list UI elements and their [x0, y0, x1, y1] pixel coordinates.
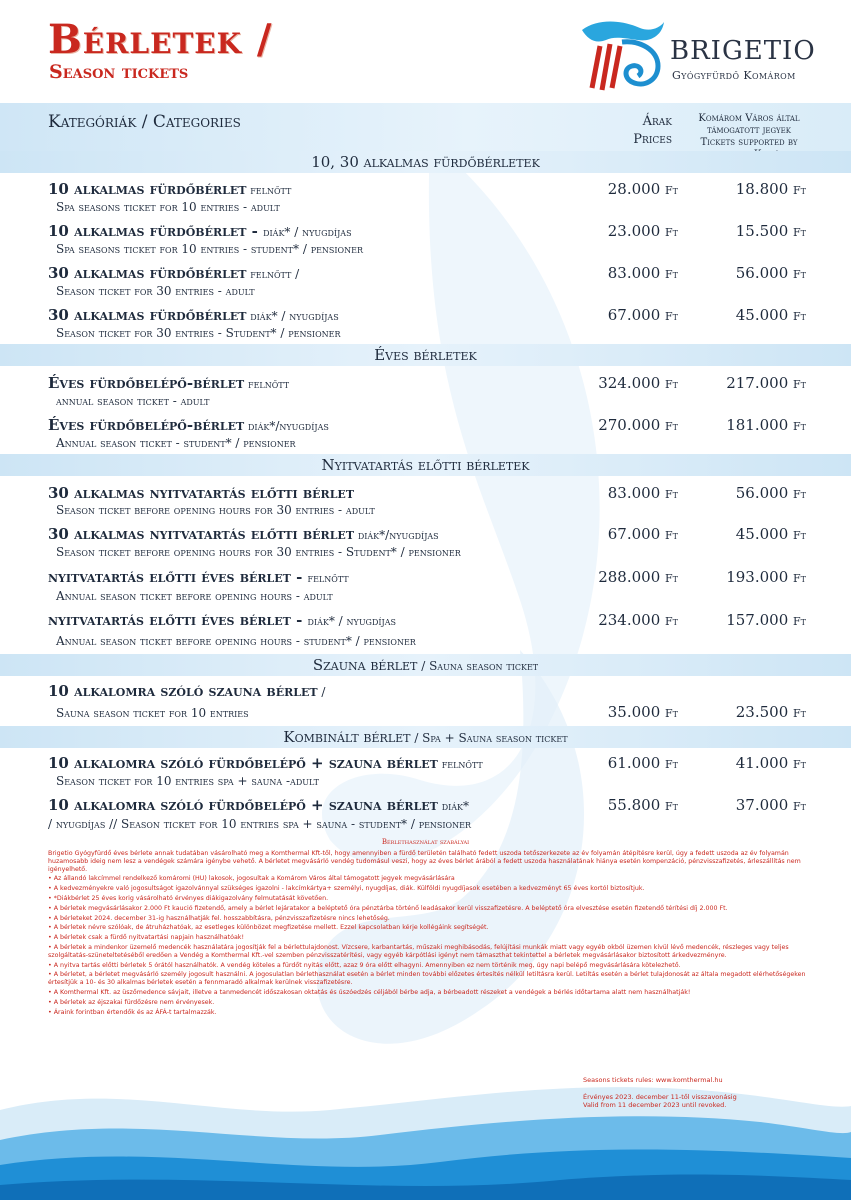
currency: Ft	[793, 378, 806, 391]
rules-url: Seasons tickets rules: www.komthermal.hu	[583, 1076, 723, 1084]
item-price	[578, 180, 678, 198]
item-price	[578, 525, 678, 543]
item-title-qualifier: diák* / nyugdíjas	[263, 225, 352, 239]
item-title-main: 10 alkalomra szóló szauna bérlet	[48, 682, 318, 700]
city-price-value: 56.000	[735, 484, 789, 502]
item-title	[48, 611, 396, 629]
validity-en: Valid from 11 december 2023 until revoked.	[583, 1101, 727, 1109]
item-title-main: 10 alkalmas fürdőbérlet	[48, 180, 247, 198]
price-value: 83.000	[607, 264, 661, 282]
price-value: 67.000	[607, 525, 661, 543]
price-value: 35.000	[607, 703, 661, 721]
item-price	[578, 222, 678, 240]
item-title-qualifier: diák*	[437, 799, 470, 813]
item-title-main: nyitvatartás előtti éves bérlet -	[48, 611, 308, 629]
rules-intro: Brigetio Gyógyfürdő éves bérlete annak tudatában vásárolható meg a Komthermal Kft-től, hogy amennyiben a fürdő területén található fedett uszoda tetőszerkezete az év folyamán átépítésre kerül, úgy a fedett uszoda az év folyamán huzamosabb ideig nem lesz a vendégek számára igénybe vehető. A bérletet megvásárló vendég tudomásul veszi, hogy az éves bérlet árából a fedett uszoda használatának hiánya esetén kompenzáció, pénzvisszafizetés, árleszállítás nem igényelhető.	[48, 850, 801, 873]
item-title-main: 10 alkalomra szóló fürdőbelépő + szauna bérlet	[48, 796, 438, 814]
item-title	[48, 754, 483, 772]
item-subtitle: Spa seasons ticket for 10 entries - adult	[56, 200, 280, 214]
rule-bullet: • A nyitva tartás előtti bérletek 5 órától használhatók. A vendég köteles a fürdőt nyitás előtt, azaz 9 óra előtt elhagyni. Amennyiben ez nem történik meg, úgy napi belépő megvásárlására kötelezhető.	[48, 962, 813, 970]
section-title: Éves bérletek	[374, 346, 477, 364]
item-title	[48, 416, 329, 434]
item-subtitle: Annual season ticket before opening hours - adult	[56, 589, 333, 603]
item-subtitle: Spa seasons ticket for 10 entries - student* / pensioner	[56, 242, 363, 256]
currency: Ft	[793, 268, 806, 281]
currency: Ft	[665, 184, 678, 197]
item-title-qualifier: diák*/nyugdíjas	[354, 528, 439, 542]
price-value: 234.000	[598, 611, 661, 629]
price-value: 288.000	[598, 568, 661, 586]
rule-bullet: • A bérleteket 2024. december 31-ig használhatják fel. hosszabbításra, pénzvisszafizetésre nincs lehetőség.	[48, 915, 813, 923]
item-title-qualifier: diák* / nyugdíjas	[307, 614, 396, 628]
item-city-price	[706, 264, 806, 282]
currency: Ft	[665, 420, 678, 433]
city-price-value: 181.000	[726, 416, 789, 434]
rule-bullet: • A bérletek a mindenkor üzemelő medencék használatára jogosítják fel a bérlettulajdonost. Vízcsere, karbantartás, műszaki meghibásodás, felújítási munkák miatt vagy egyéb okból üzemen kívül lévő medencék, részleges vagy teljes szolgáltatás-szüneteltetéséből eredően a Vendég a Komthermal Kft.-vel szemben pénzvisszatérítési, vagy egyéb kárpótlási igényt nem támaszthat tekintettel a bérletek megvásárlásakor biztosított árkedvezményre.	[48, 944, 813, 960]
item-price	[578, 264, 678, 282]
item-title-qualifier: felnőtt	[246, 183, 292, 197]
item-title	[48, 568, 349, 586]
currency: Ft	[665, 572, 678, 585]
item-city-price	[706, 703, 806, 721]
item-subtitle: Annual season ticket - student* / pensioner	[56, 436, 296, 450]
item-subtitle: Season ticket for 10 entries spa + sauna -adult	[56, 774, 319, 788]
item-title	[48, 180, 291, 198]
item-subtitle: Season ticket before opening hours for 30 entries - adult	[56, 503, 375, 517]
item-city-price	[706, 796, 806, 814]
item-title	[48, 306, 339, 324]
currency: Ft	[793, 615, 806, 628]
city-header-line: Komárom Város által	[698, 113, 800, 124]
currency: Ft	[665, 758, 678, 771]
city-price-value: 41.000	[735, 754, 789, 772]
currency: Ft	[665, 615, 678, 628]
city-price-value: 45.000	[735, 525, 789, 543]
rule-bullet: • A bérletek névre szólóak, de átruházhatóak, az esetleges különbözet megfizetése mellett. Ezzel kapcsolatban kérje kollégáink segítségét.	[48, 924, 813, 932]
city-price-value: 45.000	[735, 306, 789, 324]
item-title-qualifier: felnőtt	[307, 571, 349, 585]
item-price	[578, 306, 678, 324]
item-price	[578, 611, 678, 629]
currency: Ft	[665, 310, 678, 323]
page-subtitle: Season tickets	[49, 61, 189, 83]
item-title-qualifier: felnőtt	[244, 377, 290, 391]
rule-bullet: • *Diákbérlet 25 éves korig vásárolható érvényes diákigazolvány felmutatását követően.	[48, 895, 813, 903]
rules-text	[48, 850, 813, 1018]
rule-bullet: • A bérletet, a bérletet megvásárló személy jogosult használni. A jogosulatlan bérlethasználat esetén a bérlet minden további előzetes értesítés nélkül letiltásra kerül. Letiltás esetén a bérlet tulajdonosát az általa megadott elérhetőségeken értesítjük a 10- és 30 alkalmas bérletek esetén a fennmaradó alkalmak kerülnek visszafizetésre.	[48, 971, 813, 987]
item-city-price	[706, 568, 806, 586]
currency: Ft	[793, 226, 806, 239]
section-title: Nyitvatartás előtti bérletek	[321, 456, 530, 474]
item-city-price	[706, 374, 806, 392]
item-city-price	[706, 180, 806, 198]
item-title-qualifier: felnőtt	[437, 757, 483, 771]
city-price-value: 217.000	[726, 374, 789, 392]
currency: Ft	[665, 378, 678, 391]
item-title-main: 30 alkalmas nyitvatartás előtti bérlet	[48, 484, 355, 502]
city-price-value: 56.000	[735, 264, 789, 282]
price-value: 55.800	[607, 796, 661, 814]
item-title-qualifier: diák*/nyugdíjas	[244, 419, 329, 433]
rule-bullet: • A bérletek az éjszakai fürdőzésre nem érvényesek.	[48, 999, 813, 1007]
validity-note	[583, 1093, 737, 1109]
item-title-main: 30 alkalmas fürdőbérlet	[48, 264, 247, 282]
rule-bullet: • A kedvezményekre való jogosultságot igazolvánnyal szükséges igazolni - lakcímkártya+ személyi, nyugdíjas, diák. Külföldi nyugdíjasok esetében a kedvezményt 65 éves kortól biztosítjuk.	[48, 885, 813, 893]
section-band-combined	[0, 726, 851, 748]
section-band-annual	[0, 344, 851, 366]
currency: Ft	[793, 758, 806, 771]
currency: Ft	[665, 226, 678, 239]
price-value: 83.000	[607, 484, 661, 502]
currency: Ft	[793, 572, 806, 585]
prices-header-hu: Árak	[642, 114, 672, 129]
price-value: 270.000	[598, 416, 661, 434]
section-title: Kombinált bérlet	[283, 728, 411, 746]
item-title-main: nyitvatartás előtti éves bérlet -	[48, 568, 308, 586]
currency: Ft	[665, 488, 678, 501]
brand-subtitle: Gyógyfürdő Komárom	[672, 69, 796, 82]
rule-bullet: • Áraink forintban értendők és az ÁFÁ-t tartalmazzák.	[48, 1009, 813, 1017]
city-price-value: 15.500	[735, 222, 789, 240]
section-band-before-opening	[0, 454, 851, 476]
item-title	[48, 682, 325, 700]
city-header-line: támogatott jegyek	[707, 125, 791, 136]
item-title	[48, 222, 352, 240]
currency: Ft	[665, 529, 678, 542]
item-title-main: 10 alkalmas fürdőbérlet -	[48, 222, 264, 240]
currency: Ft	[665, 707, 678, 720]
item-city-price	[706, 222, 806, 240]
city-price-value: 23.500	[735, 703, 789, 721]
city-header-line: Tickets supported by	[700, 137, 798, 148]
item-title	[48, 374, 289, 392]
price-value: 28.000	[607, 180, 661, 198]
prices-column-header	[612, 113, 672, 149]
item-title-main: 30 alkalmas fürdőbérlet	[48, 306, 247, 324]
item-price	[578, 416, 678, 434]
page-title: Bérletek /	[48, 16, 273, 63]
rules-heading: Bérlethasználat szabályai	[381, 838, 470, 846]
currency: Ft	[793, 529, 806, 542]
rule-bullet: • Az állandó lakcímmel rendelkező komáromi (HU) lakosok, jogosultak a Komárom Város által támogatott jegyek megvásárlására	[48, 875, 813, 883]
item-title-main: 30 alkalmas nyitvatartás előtti bérlet	[48, 525, 355, 543]
item-subtitle: / nyugdíjas // Season ticket for 10 entries spa + sauna - student* / pensioner	[48, 817, 471, 831]
item-price	[578, 484, 678, 502]
item-title-qualifier: felnőtt /	[246, 267, 300, 281]
item-subtitle: Season ticket for 30 entries - adult	[56, 284, 255, 298]
price-value: 23.000	[607, 222, 661, 240]
item-title-main: 10 alkalomra szóló fürdőbelépő + szauna bérlet	[48, 754, 438, 772]
section-title: 10, 30 alkalmas fürdőbérletek	[311, 153, 540, 171]
bottom-waves	[0, 1040, 851, 1200]
item-subtitle: Sauna season ticket for 10 entries	[56, 706, 249, 720]
item-city-price	[706, 754, 806, 772]
currency: Ft	[793, 488, 806, 501]
item-city-price	[706, 611, 806, 629]
currency: Ft	[793, 707, 806, 720]
city-price-value: 157.000	[726, 611, 789, 629]
item-city-price	[706, 484, 806, 502]
price-value: 67.000	[607, 306, 661, 324]
currency: Ft	[793, 420, 806, 433]
item-title	[48, 484, 354, 502]
brand-name: BRIGETIO	[670, 36, 816, 66]
item-title-main: Éves fürdőbelépő-bérlet	[48, 416, 245, 434]
section-title-en: / Spa + Sauna season ticket	[410, 731, 568, 745]
item-price	[578, 796, 678, 814]
item-subtitle: Annual season ticket before opening hours - student* / pensioner	[56, 634, 416, 648]
item-price	[578, 754, 678, 772]
currency: Ft	[793, 800, 806, 813]
item-city-price	[706, 525, 806, 543]
section-band-sauna	[0, 654, 851, 676]
item-price	[578, 568, 678, 586]
section-band-10-30	[0, 151, 851, 173]
price-value: 61.000	[607, 754, 661, 772]
item-title	[48, 264, 299, 282]
currency: Ft	[665, 800, 678, 813]
item-subtitle: annual season ticket - adult	[56, 394, 210, 408]
item-title	[48, 525, 439, 543]
section-title: Szauna bérlet	[312, 656, 418, 674]
item-price	[578, 374, 678, 392]
category-label: Kategóriák / Categories	[48, 112, 241, 132]
currency: Ft	[793, 310, 806, 323]
validity-hu: Érvényes 2023. december 11-től visszavonásig	[583, 1093, 737, 1101]
item-price	[578, 703, 678, 721]
section-title-en: / Sauna season ticket	[417, 659, 539, 673]
item-subtitle: Season ticket for 30 entries - Student* / pensioner	[56, 326, 341, 340]
rule-bullet: • A bérletek csak a fürdő nyitvatartási napjain használhatóak!	[48, 934, 813, 942]
city-price-value: 193.000	[726, 568, 789, 586]
item-title-main: Éves fürdőbelépő-bérlet	[48, 374, 245, 392]
item-title-qualifier: /	[317, 685, 326, 699]
item-title-qualifier: diák* / nyugdíjas	[246, 309, 339, 323]
item-city-price	[706, 416, 806, 434]
city-price-value: 37.000	[735, 796, 789, 814]
item-subtitle: Season ticket before opening hours for 30 entries - Student* / pensioner	[56, 545, 461, 559]
currency: Ft	[665, 268, 678, 281]
currency: Ft	[793, 184, 806, 197]
city-price-value: 18.800	[735, 180, 789, 198]
item-title	[48, 796, 469, 814]
price-value: 324.000	[598, 374, 661, 392]
item-city-price	[706, 306, 806, 324]
rule-bullet: • A bérletek megvásárlásakor 2.000 Ft kaució fizetendő, amely a bérlet lejáratakor a beléptető óra pénztárba történő leadásakor kerül visszafizetésre. A beléptető óra elvesztése esetén fizetendő térítési díj 2.000 Ft.	[48, 905, 813, 913]
prices-header-en: Prices	[633, 132, 672, 147]
rule-bullet: • A Komthermal Kft. az üszőmedence sávjait, illetve a tanmedencét időszakosan oktatás és úszóedzés céljából bérbe adja, a bérbeadott részeket a vendégek a bérlés időtartama alatt nem használhatják!	[48, 989, 813, 997]
